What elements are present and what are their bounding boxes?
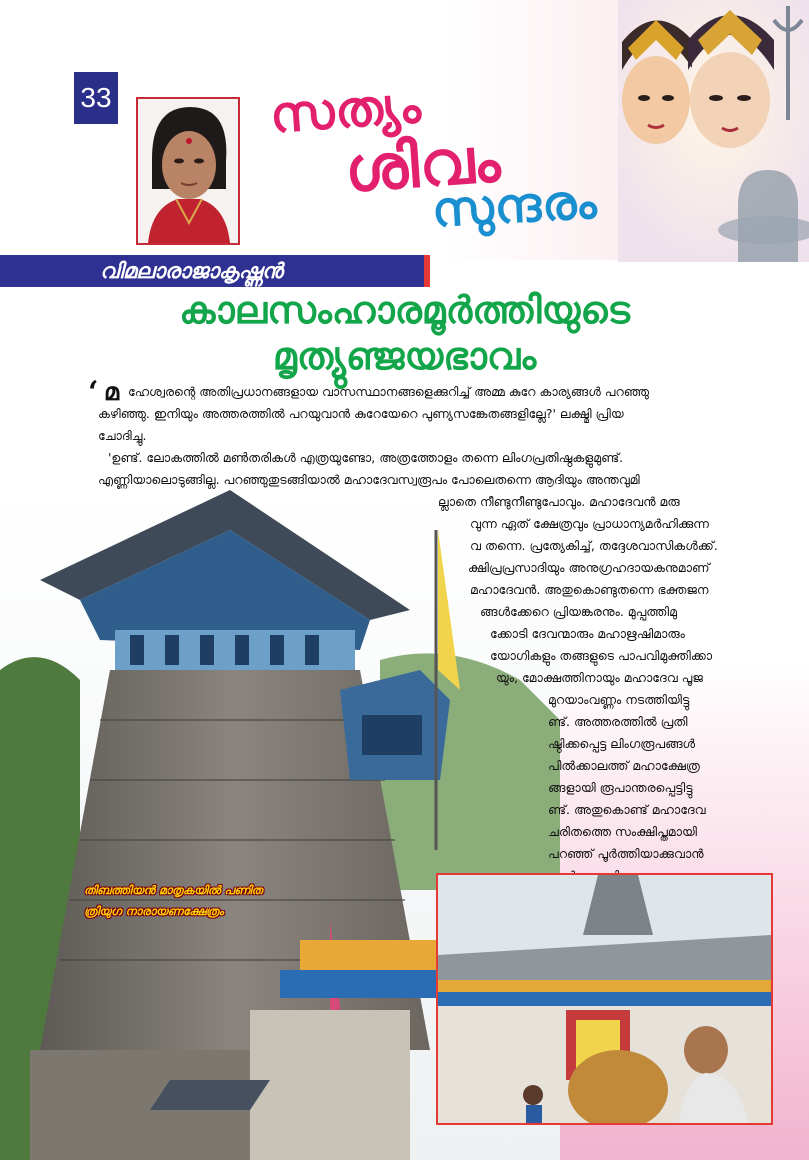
- headline-line-2: മൃത്യുഞ്ജയഭാവം: [272, 334, 537, 378]
- dropcap-quote: ‘: [88, 375, 99, 410]
- body-line: കഴിഞ്ഞു. ഇനിയും അത്തരത്തിൽ പറയുവാൻ കുറേയേറെ പുണ്യസങ്കേതങ്ങളില്ലേ?' ലക്ഷ്മി പ്രിയ: [98, 406, 624, 421]
- photo-caption-line-1: തിബത്തിയൻ മാതൃകയിൽ പണിത: [84, 883, 263, 897]
- body-line: ക്കോടി ദേവന്മാരും മഹാഋഷിമാരും: [490, 626, 685, 641]
- body-line: ങ്ങളായി രൂപാന്തരപ്പെട്ടിട്ടു: [548, 780, 693, 795]
- body-line: ചരിതത്തെ സംക്ഷിപ്തമായി: [548, 824, 697, 839]
- inset-temple-photo: [436, 873, 773, 1125]
- body-line: 'ഉണ്ട്. ലോകത്തിൽ മൺതരികൾ എത്രയുണ്ടോ, അത്രത്തോളം തന്നെ ലിംഗപ്രതിഷ്ഠകളുമുണ്ട്.: [108, 450, 624, 465]
- body-line: മഹാദേവൻ. അതുകൊണ്ടുതന്നെ ഭക്തജന: [470, 582, 709, 597]
- body-line: ല്ലാതെ നീണ്ടുനീണ്ടുപോവും. മഹാദേവൻ മരു: [438, 494, 680, 509]
- deity-illustration: [618, 0, 809, 262]
- series-title-satyam: സത്യം: [268, 74, 424, 145]
- body-line: ചോദിച്ചു.: [98, 428, 147, 443]
- body-line: ഷ്ഠിക്കപ്പെട്ട ലിംഗരൂപങ്ങൾ: [548, 736, 696, 751]
- body-line: വുന്ന ഏത് ക്ഷേത്രവും പ്രാധാന്യമർഹിക്കുന്ന: [470, 516, 709, 531]
- body-line: ണ്ട്. അത്തരത്തിൽ പ്രതി: [548, 714, 688, 729]
- author-photo: [136, 97, 240, 245]
- dropcap: മ: [104, 378, 120, 406]
- body-line: പറഞ്ഞ് പൂർത്തിയാക്കുവാൻ: [548, 846, 704, 861]
- body-line: എണ്ണിയാലൊടുങ്ങില്ല. പറഞ്ഞുതുടങ്ങിയാൽ മഹാദേവസ്വരൂപം പോലെതന്നെ ആദിയും അന്തവുമി: [98, 472, 640, 487]
- page-number: 33: [74, 72, 118, 124]
- series-title-sundaram: സുന്ദരം: [430, 173, 599, 239]
- photo-caption: [84, 880, 284, 922]
- author-name: വിമലാരാജാകൃഷ്ണൻ: [100, 259, 283, 283]
- body-line: പിൽക്കാലത്ത് മഹാക്ഷേത്ര: [548, 758, 700, 773]
- photo-caption-line-2: ത്രിയുഗ നാരായണക്ഷേത്രം: [84, 904, 224, 918]
- body-line: ഹേശ്വരന്റെ അതിപ്രധാനങ്ങളായ വാസസ്ഥാനങ്ങളെക്കുറിച്ച് അമ്മ കുറേ കാര്യങ്ങൾ പറഞ്ഞു: [128, 384, 649, 399]
- body-line: യും, മോക്ഷത്തിനായും മഹാദേവ പൂജ: [496, 670, 703, 685]
- series-title-shivam: ശിവം: [342, 122, 504, 207]
- body-line: ണ്ട്. അതുകൊണ്ട് മഹാദേവ: [548, 802, 706, 817]
- body-line: ക്ഷിപ്രപ്രസാദിയും അനുഗ്രഹദായകനുമാണ്: [468, 560, 710, 575]
- headline-line-1: കാലസംഹാരമൂർത്തിയുടെ: [179, 288, 630, 332]
- body-line: മുറയാംവണ്ണം നടത്തിയിട്ടു: [548, 692, 690, 707]
- body-line: വ തന്നെ. പ്രത്യേകിച്ച്, തദ്ദേശവാസികൾക്ക്.: [470, 538, 718, 553]
- body-line: ങ്ങൾക്കേറെ പ്രിയങ്കരനും. മുപ്പത്തിമു: [480, 604, 677, 619]
- body-line: യോഗികളും തങ്ങളുടെ പാപവിമുക്തിക്കാ: [490, 648, 713, 663]
